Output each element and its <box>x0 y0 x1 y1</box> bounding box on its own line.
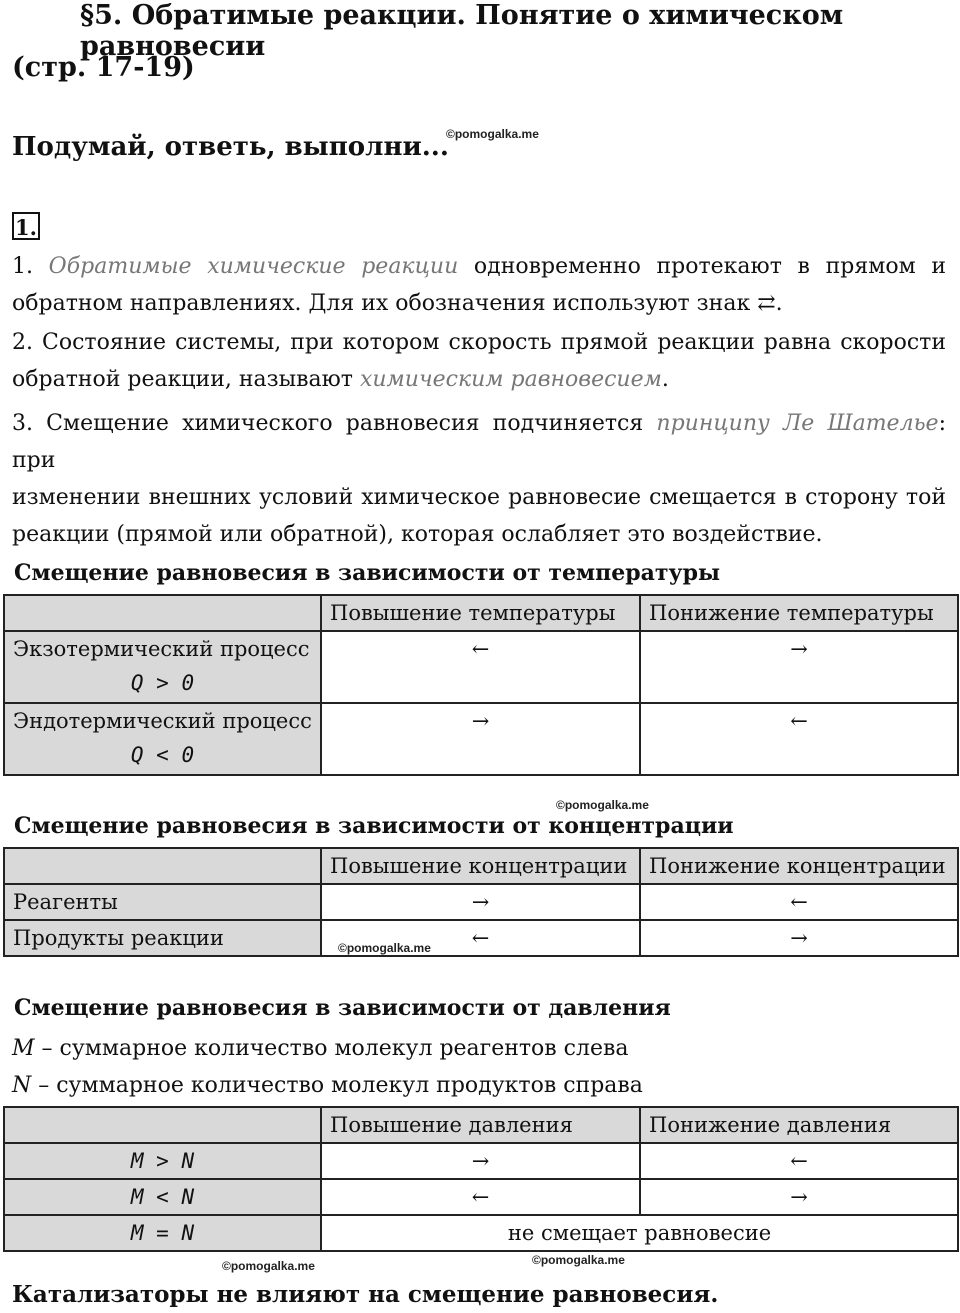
table-header-cell: Понижение давления <box>640 1107 958 1143</box>
watermark: ©pomogalka.me <box>338 941 431 955</box>
section-subtitle: Подумай, ответь, выполни... <box>12 132 449 162</box>
table-row <box>4 884 958 920</box>
point-1-line2: обратном направлениях. Для их обозначения используют знак ⇄. <box>12 291 783 316</box>
table-header-row <box>4 848 958 884</box>
point-1-num: 1. <box>12 254 49 279</box>
table-row <box>4 920 958 956</box>
no-shift-cell: не смещает равновесие <box>321 1215 958 1251</box>
table-header-cell <box>4 1107 321 1143</box>
row-label <box>4 703 321 775</box>
row-label: M = N <box>4 1215 321 1251</box>
point-2-term: химическим равновесием <box>359 367 662 392</box>
arrow-cell: → <box>640 920 958 956</box>
temperature-table-title: Смещение равновесия в зависимости от температуры <box>14 560 721 586</box>
table-header-cell: Понижение температуры <box>640 595 958 631</box>
arrow-cell: ← <box>321 631 640 703</box>
watermark: ©pomogalka.me <box>532 1253 625 1267</box>
point-3 <box>12 405 946 553</box>
conclusion: Катализаторы не влияют на смещение равновесия. <box>12 1281 719 1308</box>
table-header-row <box>4 595 958 631</box>
page-title-line2: (стр. 17-19) <box>12 52 195 83</box>
arrow-cell: ← <box>321 1179 640 1215</box>
point-2-line1: 2. Состояние системы, при котором скорость прямой реакции равна скорости <box>12 330 946 355</box>
table-header-cell <box>4 848 321 884</box>
row-label-text: Эндотермический процесс <box>13 709 312 733</box>
point-1-term: Обратимые химические реакции <box>48 254 459 279</box>
pressure-table-title: Смещение равновесия в зависимости от давления <box>14 995 671 1021</box>
point-2 <box>12 324 946 398</box>
watermark: ©pomogalka.me <box>222 1259 315 1273</box>
arrow-cell: ← <box>640 1143 958 1179</box>
row-label: Реагенты <box>4 884 321 920</box>
point-3-line1-post: : при <box>12 411 947 473</box>
arrow-cell: → <box>321 703 640 775</box>
table-row <box>4 631 958 703</box>
row-label: M > N <box>4 1143 321 1179</box>
arrow-cell: → <box>321 884 640 920</box>
definition-n: – суммарное количество молекул продуктов справа <box>31 1073 643 1098</box>
point-1-line1: одновременно протекают в прямом и <box>458 254 947 279</box>
point-3-line3: реакции (прямой или обратной), которая ослабляет это воздействие. <box>12 522 823 547</box>
concentration-table-title: Смещение равновесия в зависимости от концентрации <box>14 813 734 839</box>
arrow-cell: ← <box>640 703 958 775</box>
row-label-text: Экзотермический процесс <box>13 637 310 661</box>
table-row <box>4 1215 958 1251</box>
pressure-table <box>3 1106 959 1252</box>
table-header-cell: Повышение давления <box>321 1107 640 1143</box>
symbol-n: N <box>12 1073 32 1098</box>
row-label <box>4 631 321 703</box>
table-header-row <box>4 1107 958 1143</box>
table-row <box>4 703 958 775</box>
table-header-cell: Повышение температуры <box>321 595 640 631</box>
symbol-m: M <box>12 1036 35 1061</box>
task-number: 1. <box>12 212 40 240</box>
point-1 <box>12 248 946 322</box>
arrow-cell: → <box>640 1179 958 1215</box>
row-condition: Q > 0 <box>130 671 195 695</box>
table-header-cell: Понижение концентрации <box>640 848 958 884</box>
arrow-cell: ← <box>321 920 640 956</box>
temperature-table <box>3 594 959 776</box>
concentration-table <box>3 847 959 957</box>
table-row <box>4 1179 958 1215</box>
table-header-cell: Повышение концентрации <box>321 848 640 884</box>
point-2-line2-post: . <box>661 367 669 392</box>
table-row <box>4 1143 958 1179</box>
arrow-cell: → <box>321 1143 640 1179</box>
watermark: ©pomogalka.me <box>556 798 649 812</box>
arrow-cell: → <box>640 631 958 703</box>
point-3-term: принципу Ле Шателье <box>656 411 939 436</box>
row-label: M < N <box>4 1179 321 1215</box>
point-3-pre: 3. Смещение химического равновесия подчиняется <box>12 411 657 436</box>
watermark: ©pomogalka.me <box>446 127 539 141</box>
point-2-line2-pre: обратной реакции, называют <box>12 367 360 392</box>
row-condition: Q < 0 <box>130 743 195 767</box>
pressure-definitions <box>12 1030 643 1104</box>
table-header-cell <box>4 595 321 631</box>
row-label: Продукты реакции <box>4 920 321 956</box>
arrow-cell: ← <box>640 884 958 920</box>
point-3-line2: изменении внешних условий химическое равновесие смещается в сторону той <box>12 485 946 510</box>
page-title-line1: §5. Обратимые реакции. Понятие о химическом равновесии <box>80 0 844 62</box>
definition-m: – суммарное количество молекул реагентов слева <box>34 1036 629 1061</box>
